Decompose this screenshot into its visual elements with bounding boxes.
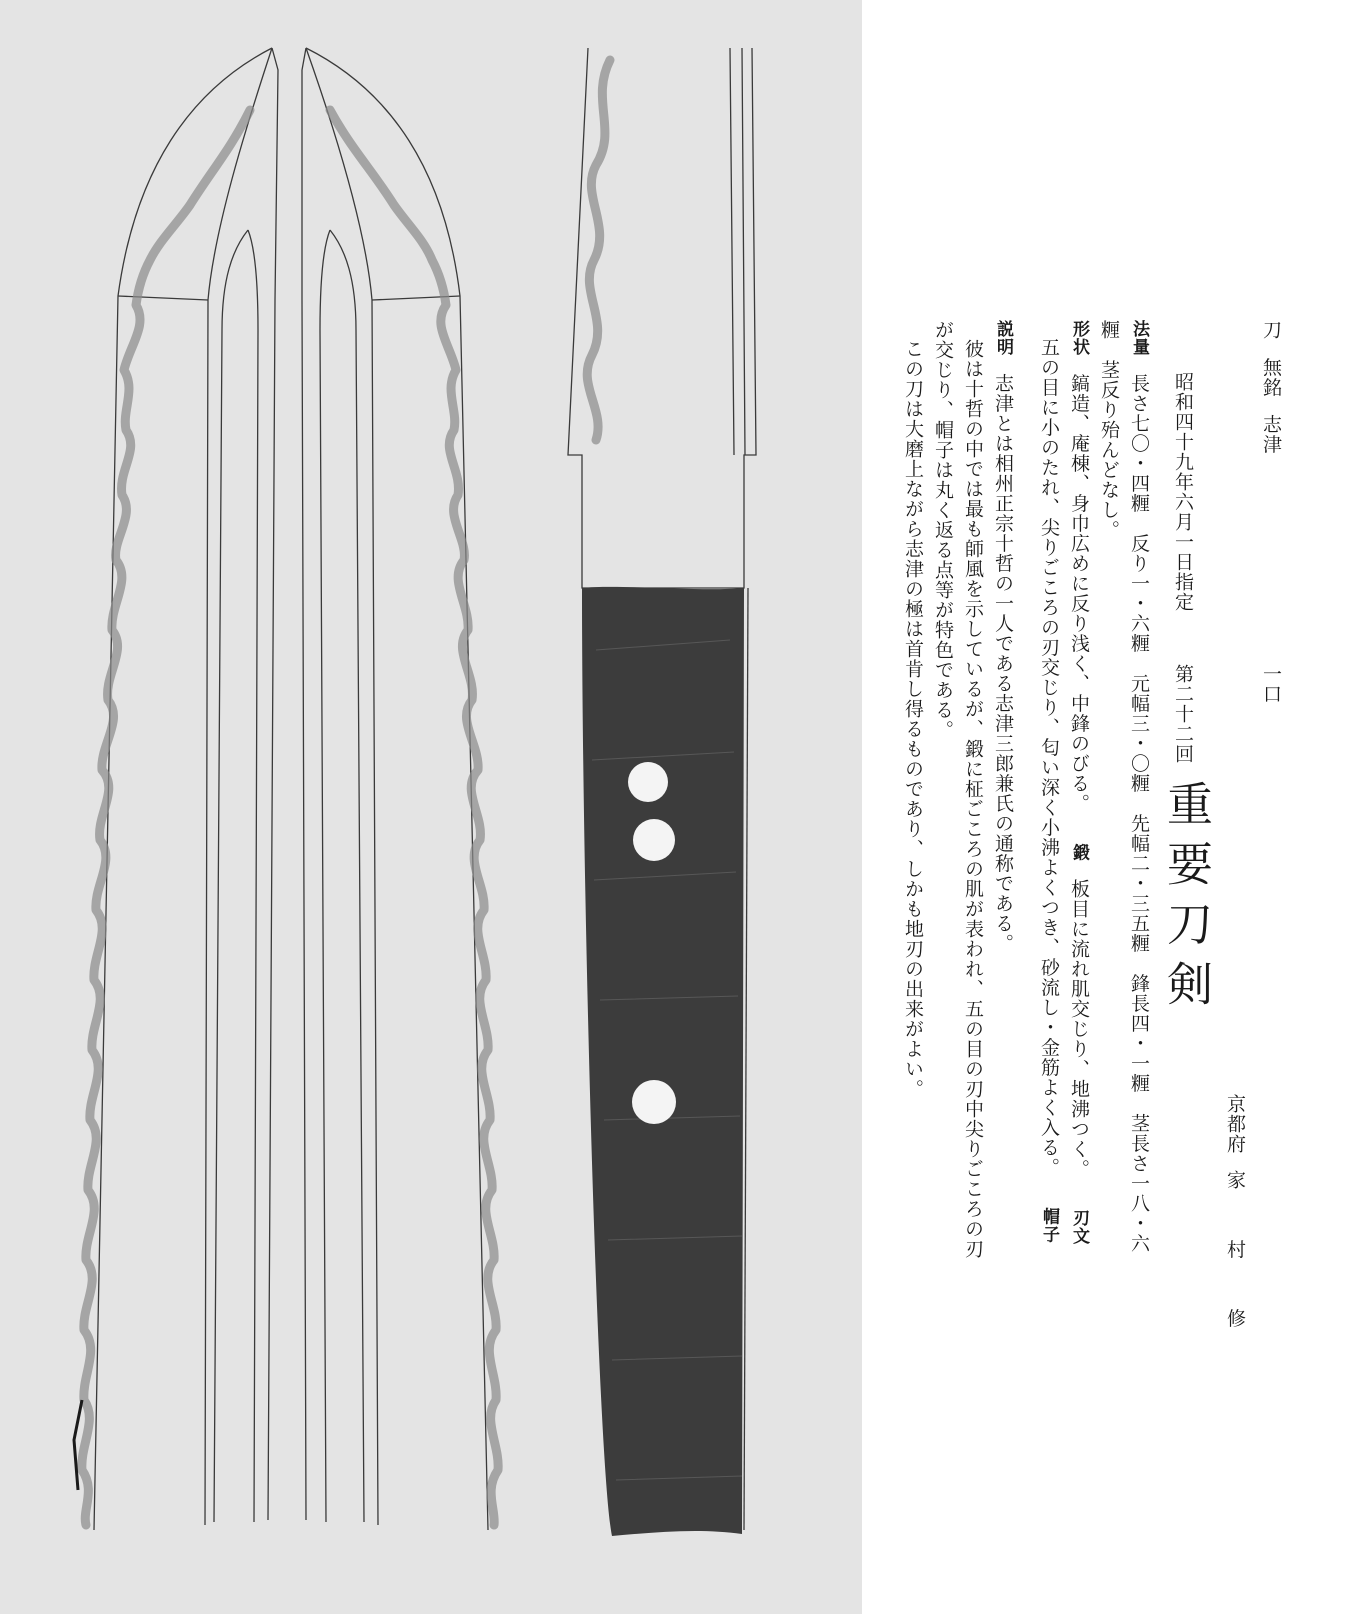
session-number: 第二十二回 <box>1172 664 1194 764</box>
item-attribution: 志津 <box>1260 414 1282 455</box>
explanation-paragraph-2: 彼は十哲の中では最も師風を示しているが、鍛に柾ごころの肌が表われ、五の目の刃中尖りごころの刃が交じり、帽子は丸く返る点等が特色である。 <box>932 320 984 1259</box>
nakago-hamon-pattern <box>587 60 610 440</box>
owner-name: 家 村 修 <box>1224 1170 1246 1350</box>
item-signature: 無銘 <box>1260 357 1282 398</box>
right-blade-hi-groove-outer <box>320 230 330 1522</box>
left-blade-hi-groove-outer <box>214 230 248 1522</box>
nakago-tang-rust-area <box>582 587 744 1536</box>
right-blade-hi-groove-inner <box>330 230 364 1522</box>
right-hamon-pattern <box>330 110 498 1525</box>
spec-body <box>1034 320 1154 1260</box>
label-shape: 形状 <box>1069 320 1089 356</box>
label-explanation: 説明 <box>993 320 1013 356</box>
item-heading <box>1261 320 1280 454</box>
left-hamon-pattern <box>82 110 250 1525</box>
label-hamon: 刃文 <box>1069 1208 1089 1245</box>
label-forging: 鍛 <box>1069 843 1089 862</box>
right-blade-spine-outline <box>302 48 306 1520</box>
right-blade-shinogi-line <box>306 48 378 1525</box>
owner-prefecture: 京都府 <box>1224 1094 1246 1154</box>
explanation-paragraph-1: 説明志津とは相州正宗十哲の一人である志津三郎兼氏の通称である。 <box>992 320 1014 954</box>
spec-shape-forging-hamon: 形状鎬造、庵棟、身巾広めに反り浅く、中鋒のびる。鍛板目に流れ肌交じり、地沸つく。刃文五の目に小のたれ、尖りごころの刃交じり、匂い深く小沸よくつき、砂流し・金筋よく入る。帽子 <box>1038 320 1090 1245</box>
right-blade-edge-outline <box>306 48 488 1530</box>
mekugi-hole-2 <box>633 819 675 861</box>
left-blade-edge-outline <box>94 48 272 1530</box>
spec-measurements: 法量長さ七〇・四糎 反り一・六糎 元幅三・〇糎 先幅二・三五糎 鋒長四・一糎 茎長さ一八・六糎 茎反り殆んどなし。 <box>1098 320 1150 1254</box>
nakago-mune-line <box>744 588 748 1530</box>
item-type: 刀 <box>1260 320 1282 340</box>
left-blade-spine-outline <box>268 48 278 1520</box>
explanation-paragraph-3: この刀は大磨上ながら志津の極は首肯し得るものであり、しかも地刃の出来がよい。 <box>902 339 924 1099</box>
description-text-panel <box>862 0 1360 1614</box>
page-title: 重要刀剣 <box>1160 780 1214 1020</box>
label-measurements: 法量 <box>1129 320 1149 356</box>
item-count: 一口 <box>1260 664 1282 704</box>
nakago-spine-lines <box>730 48 745 455</box>
left-blade-yokote-line <box>118 296 208 300</box>
mekugi-hole-1 <box>628 762 668 802</box>
label-boshi: 帽子 <box>1039 1207 1059 1244</box>
designation-date: 昭和四十九年六月一日指定 <box>1172 372 1194 612</box>
left-blade-hi-groove-inner <box>248 230 258 1522</box>
mekugi-hole-3 <box>632 1080 676 1124</box>
explanation-body <box>868 320 1018 1260</box>
